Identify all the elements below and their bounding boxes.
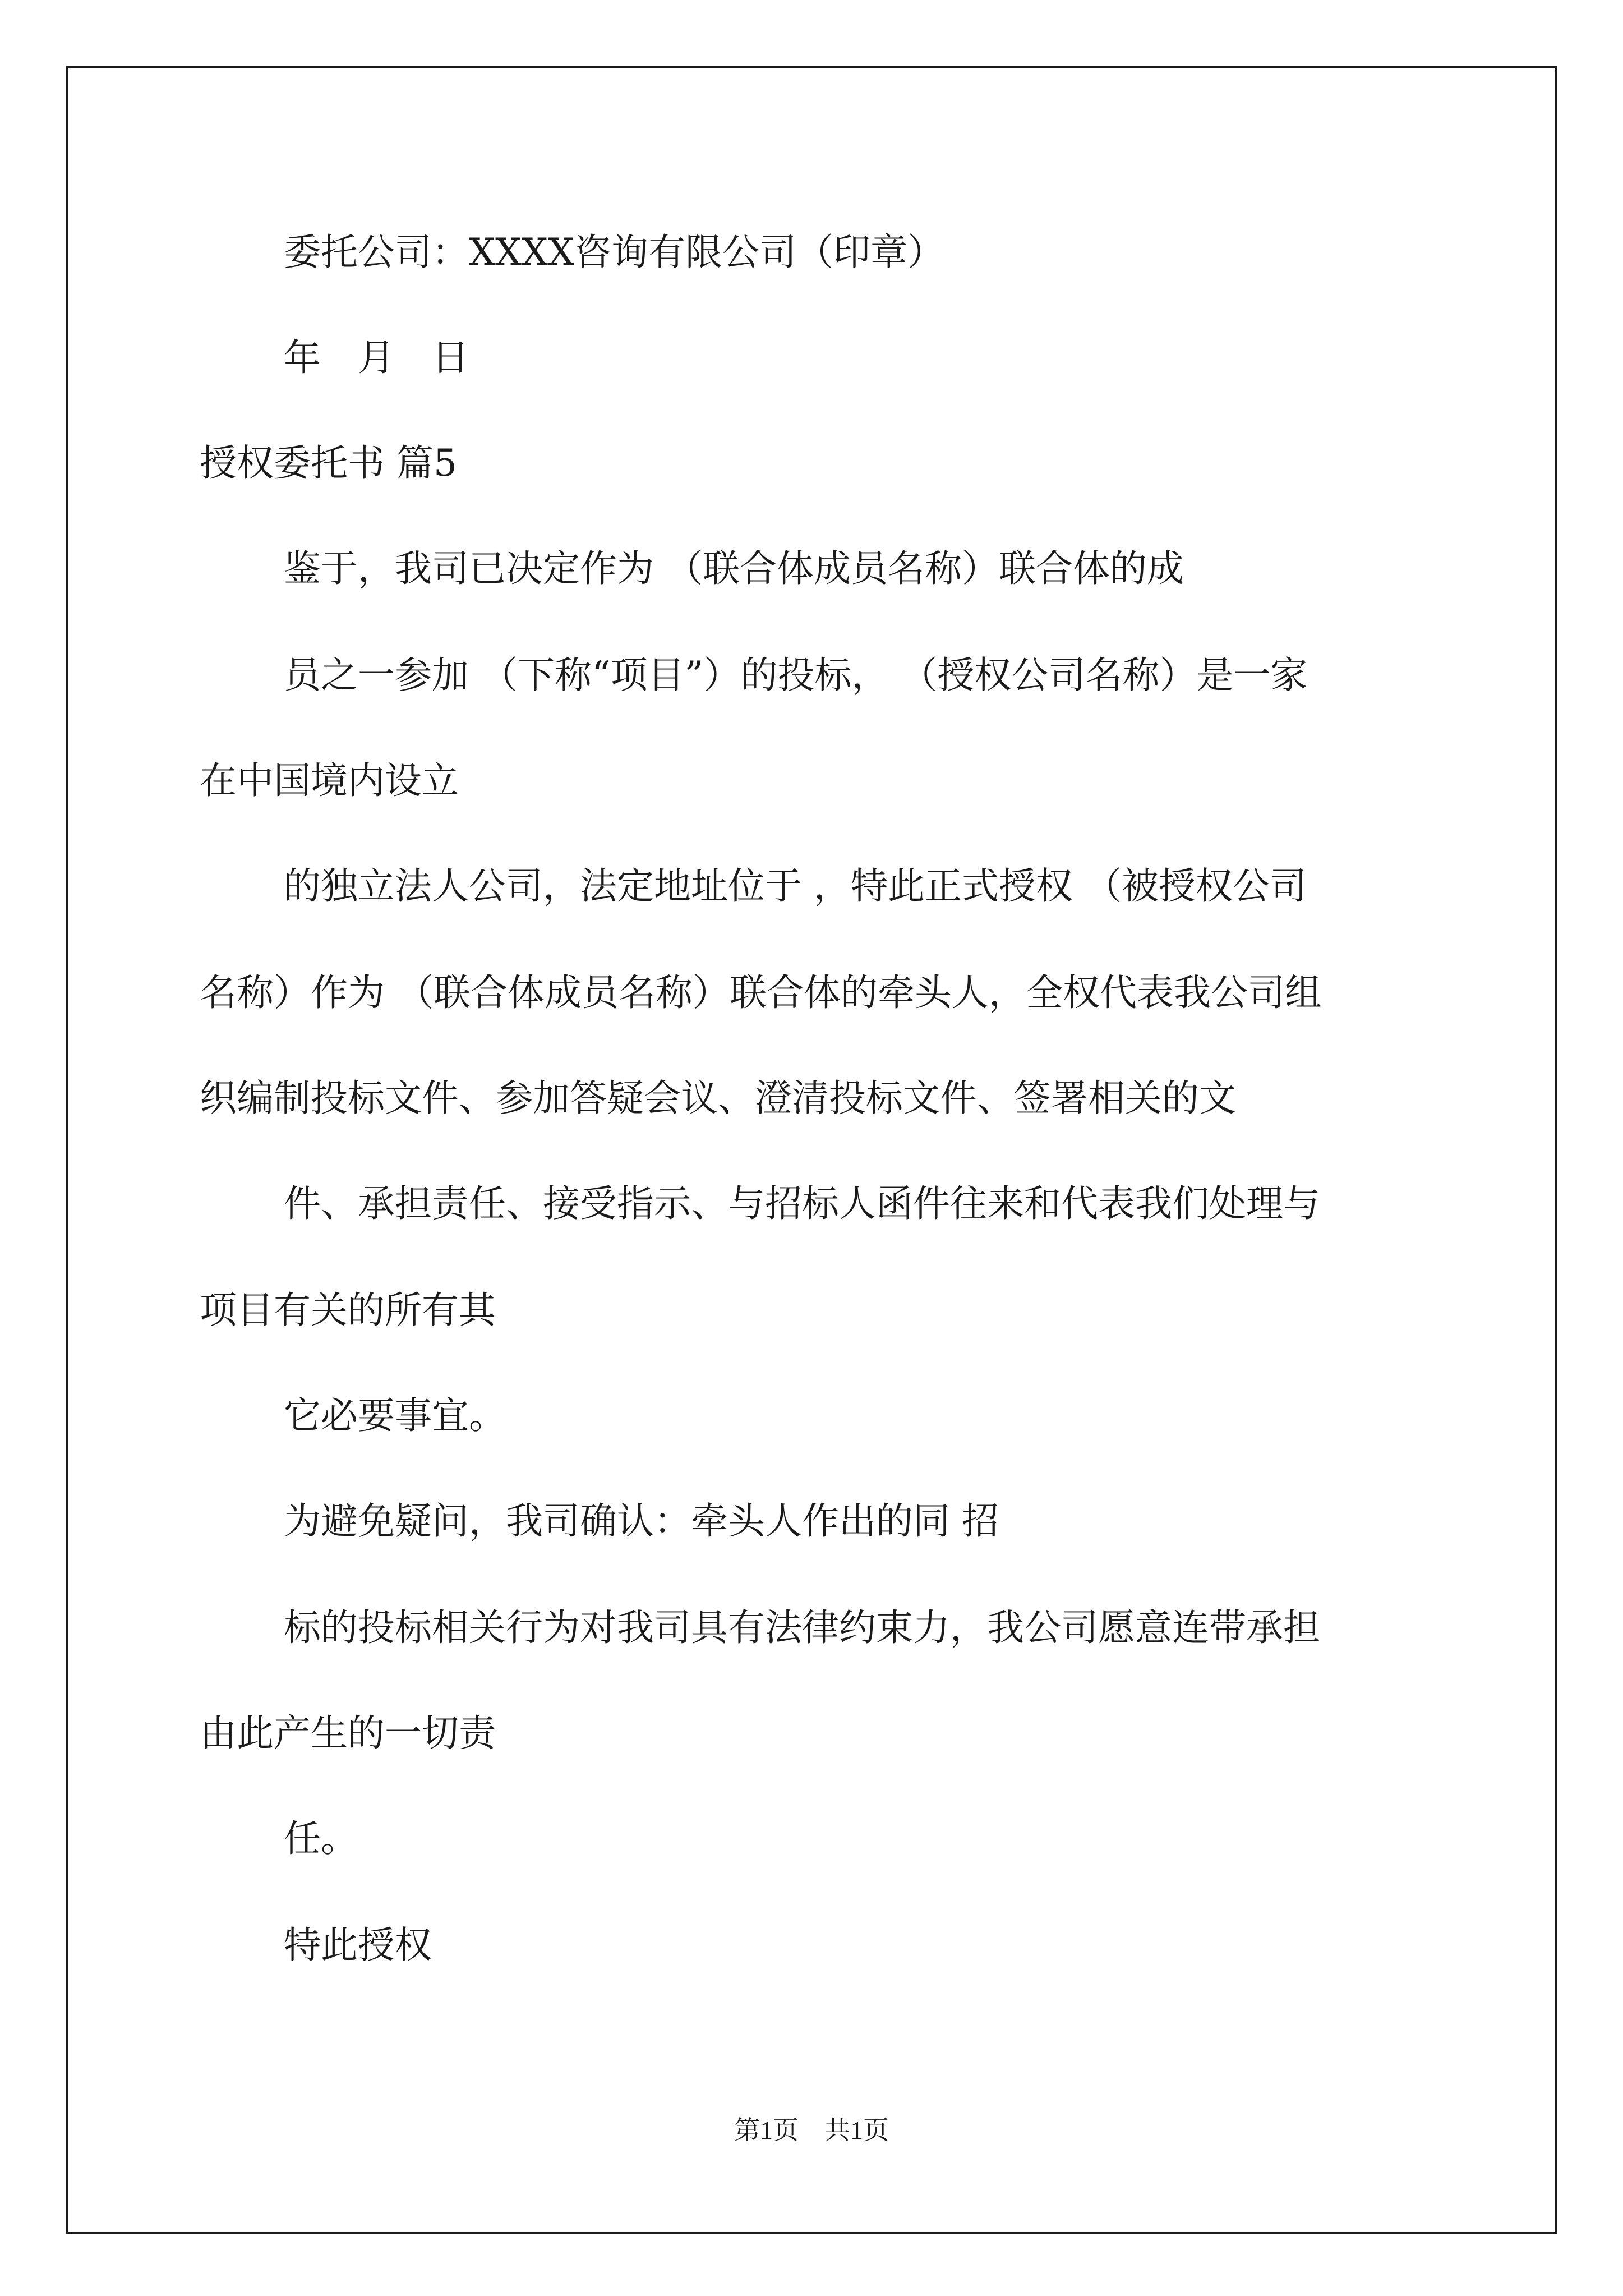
page-border	[66, 66, 1557, 2234]
text-line: 它必要事宜。	[284, 1394, 506, 1437]
text-line: 特此授权	[284, 1924, 432, 1967]
text-line: 的独立法人公司，法定地址位于 ，特此正式授权 （被授权公司	[284, 864, 1307, 908]
text-line: 鉴于，我司已决定作为 （联合体成员名称）联合体的成	[284, 547, 1184, 590]
text-line: 委托公司：XXXX咨询有限公司（印章）	[284, 231, 944, 274]
text-line: 任。	[284, 1817, 358, 1860]
text-line: 名称）作为 （联合体成员名称）联合体的牵头人，全权代表我公司组	[200, 971, 1322, 1014]
text-line: 由此产生的一切责	[200, 1711, 496, 1755]
text-line: 织编制投标文件、参加答疑会议、澄清投标文件、签署相关的文	[200, 1076, 1236, 1120]
text-line: 年 月 日	[284, 336, 469, 379]
section-heading: 授权委托书 篇5	[200, 441, 457, 485]
text-line: 员之一参加 （下称“项目”）的投标， （授权公司名称）是一家	[284, 654, 1308, 697]
text-line: 标的投标相关行为对我司具有法律约束力，我公司愿意连带承担	[284, 1606, 1320, 1649]
text-line: 件、承担责任、接受指示、与招标人函件往来和代表我们处理与	[284, 1182, 1320, 1225]
page-number-footer: 第1页 共1页	[734, 2116, 889, 2145]
text-line: 项目有关的所有其	[200, 1289, 496, 1332]
text-line: 在中国境内设立	[200, 759, 459, 802]
text-line: 为避免疑问，我司确认：牵头人作出的同 招	[284, 1499, 999, 1543]
